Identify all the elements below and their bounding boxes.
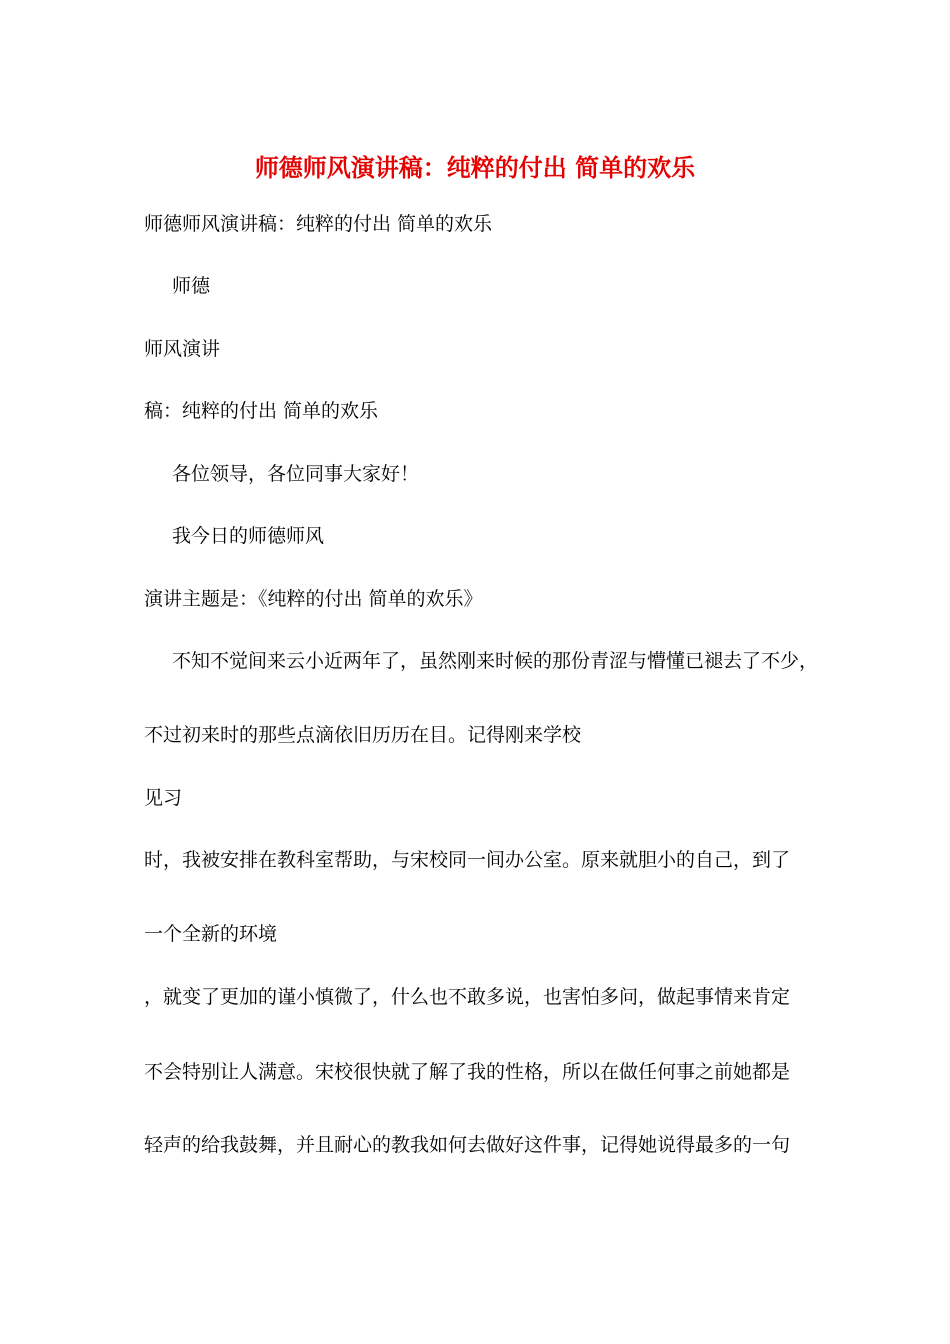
paragraph-line: 时，我被安排在教科室帮助，与宋校同一间办公室。原来就胆小的自己，到了 [144, 849, 791, 871]
paragraph-line: 不会特别让人满意。宋校很快就了解了我的性格，所以在做任何事之前她都是 [144, 1061, 791, 1083]
paragraph-line: 见习 [144, 787, 183, 809]
paragraph-line: 演讲主题是：《纯粹的付出 简单的欢乐》 [144, 588, 483, 610]
paragraph-line: 师风演讲 [144, 338, 221, 360]
greeting-line: 各位领导，各位同事大家好！ [172, 463, 420, 485]
paragraph-line: 不过初来时的那些点滴依旧历历在目。记得刚来学校 [144, 724, 582, 746]
paragraph-line: 不知不觉间来云小近两年了，虽然刚来时候的那份青涩与懵懂已褪去了不少， [172, 650, 819, 672]
paragraph-line: 师德 [172, 275, 211, 297]
heading-line: 师德师风演讲稿：纯粹的付出 简单的欢乐 [144, 213, 493, 235]
document-title: 师德师风演讲稿：纯粹的付出 简单的欢乐 [254, 154, 696, 182]
paragraph-line: 一个全新的环境 [144, 923, 278, 945]
paragraph-line: 稿：纯粹的付出 简单的欢乐 [144, 400, 379, 422]
paragraph-line: ，就变了更加的谨小慎微了，什么也不敢多说，也害怕多问，做起事情来肯定 [144, 986, 791, 1008]
paragraph-line: 轻声的给我鼓舞，并且耐心的教我如何去做好这件事，记得她说得最多的一句 [144, 1134, 791, 1156]
paragraph-line: 我今日的师德师风 [172, 525, 325, 547]
